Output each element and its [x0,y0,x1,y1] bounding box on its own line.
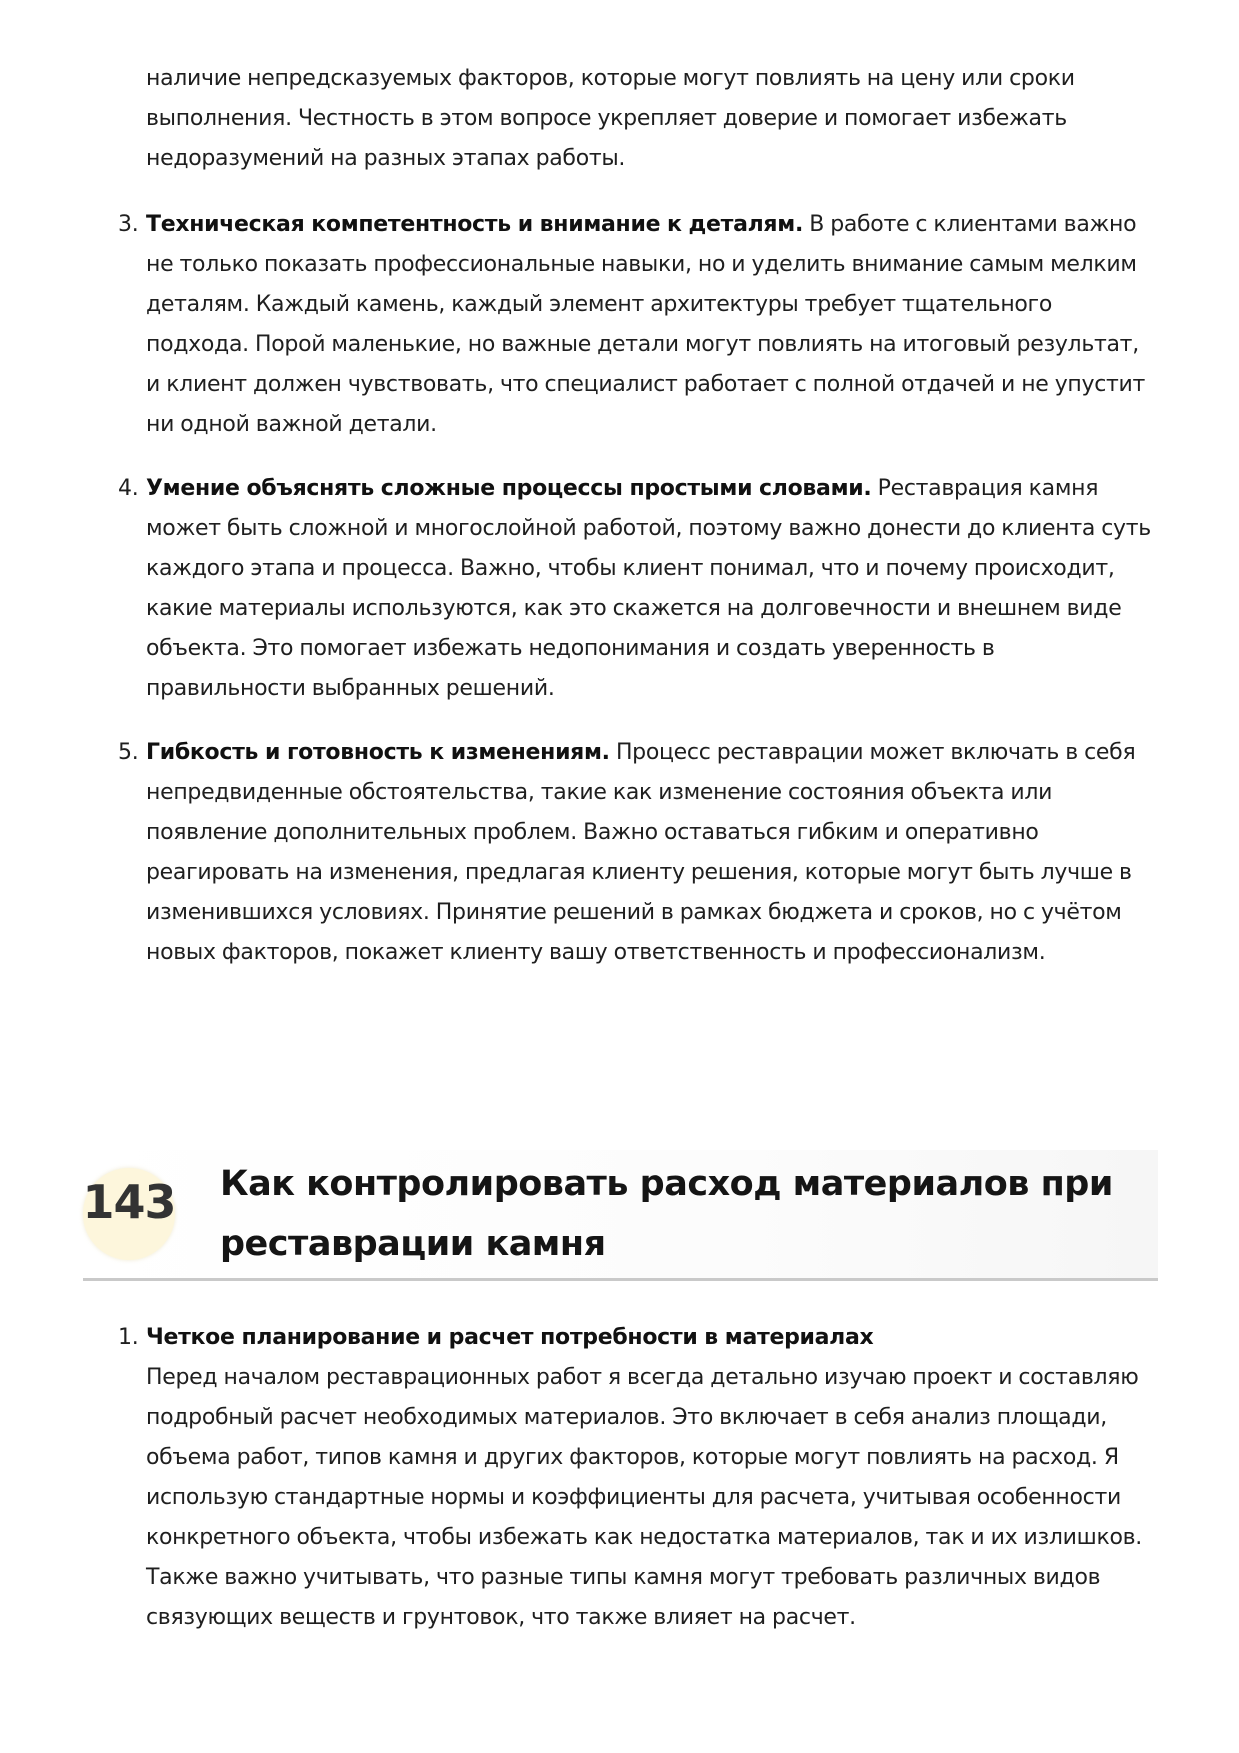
list-item-title: Техническая компетентность и внимание к деталям. [146,212,804,237]
list-item-title: Гибкость и готовность к изменениям. [146,740,610,765]
section-title: Как контролировать расход материалов при реставрации камня [220,1164,1113,1264]
section-header [83,1150,1158,1281]
list-item-text [146,205,1156,445]
list-item-body: В работе с клиентами важно не только показать профессиональные навыки, но и уделить внимание самым мелким деталям. Каждый камень, каждый элемент архитектуры требует тщательного подхода. Порой маленькие, но важные детали могут повлиять на итоговый результат, и клиент должен чувствовать, что специалист работает с полной отдачей и не упустит ни одной важной детали. [146,212,1146,437]
section-number: 143 [82,1175,176,1229]
list-item-title: Четкое планирование и расчет потребности в материалах [146,1325,874,1350]
list-item-title: Умение объяснять сложные процессы простыми словами. [146,476,872,501]
list-item [0,205,1156,445]
continuation-paragraph [146,59,1156,179]
list-item [0,733,1156,973]
list-item-number: 5. [118,740,139,765]
numbered-list-bottom [0,1318,1156,1638]
list-item-body: Процесс реставрации может включать в себя непредвиденные обстоятельства, такие как изменение состояния объекта или появление дополнительных проблем. Важно оставаться гибким и оперативно реагировать на изменения, предлагая клиенту решения, которые могут быть лучше в изменившихся условиях. Принятие решений в рамках бюджета и сроков, но с учётом новых факторов, покажет клиенту вашу ответственность и профессионализм. [146,740,1136,965]
list-item [0,469,1156,709]
list-item-number: 1. [118,1325,139,1350]
list-item-number: 3. [118,212,139,237]
numbered-list-top [0,205,1156,997]
list-item-body: Перед началом реставрационных работ я всегда детально изучаю проект и составляю подробный расчет необходимых материалов. Это включает в себя анализ площади, объема работ, типов камня и других факторов, которые могут повлиять на расход. Я использую стандартные нормы и коэффициенты для расчета, учитывая особенности конкретного объекта, чтобы избежать как недостатка материалов, так и их излишков. Также важно учитывать, что разные типы камня могут требовать различных видов связующих веществ и грунтовок, что также влияет на расчет. [146,1365,1142,1630]
list-item-text [146,469,1156,709]
list-item [0,1318,1156,1638]
list-item-number: 4. [118,476,139,501]
list-item-body: Реставрация камня может быть сложной и многослойной работой, поэтому важно донести до клиента суть каждого этапа и процесса. Важно, чтобы клиент понимал, что и почему происходит, какие материалы используются, как это скажется на долговечности и внешнем виде объекта. Это помогает избежать недопонимания и создать уверенность в правильности выбранных решений. [146,476,1151,701]
list-item-text [146,733,1156,973]
continuation-text: наличие непредсказуемых факторов, которые могут повлиять на цену или сроки выполнения. Честность в этом вопросе укрепляет доверие и помогает избежать недоразумений на разных этапах работы. [146,66,1075,171]
